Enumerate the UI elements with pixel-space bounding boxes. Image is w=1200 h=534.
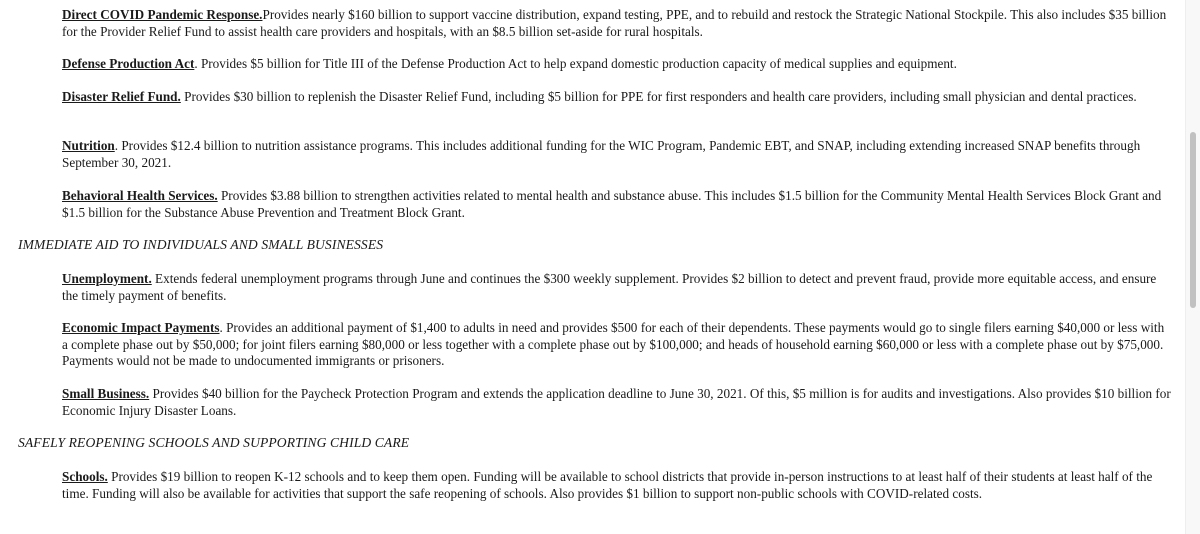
paragraph-small-business xyxy=(62,386,1172,419)
paragraph-direct-covid-response xyxy=(62,7,1172,40)
paragraph-title: Defense Production Act xyxy=(62,56,195,71)
paragraph-text: . Provides $5 billion for Title III of the Defense Production Act to help expand domestic production capacity of medical supplies and equipment. xyxy=(194,56,957,71)
paragraph-title: Nutrition xyxy=(62,138,115,153)
section-heading-immediate-aid: IMMEDIATE AID TO INDIVIDUALS AND SMALL BUSINESSES xyxy=(18,237,384,252)
paragraph-title: Small Business. xyxy=(62,386,150,401)
paragraph-text: Provides $40 billion for the Paycheck Protection Program and extends the application deadline to June 30, 2021. Of this, $5 million is for audits and investigations. Also provides $10 billion for Economic Injury Disaster Loans. xyxy=(62,386,1171,418)
paragraph-nutrition xyxy=(62,138,1172,171)
paragraph-title: Unemployment. xyxy=(62,271,152,286)
vertical-scrollbar[interactable] xyxy=(1185,0,1200,534)
paragraph-title: Schools. xyxy=(62,469,108,484)
paragraph-title: Direct COVID Pandemic Response. xyxy=(62,7,263,22)
paragraph-unemployment xyxy=(62,271,1172,304)
paragraph-title: Behavioral Health Services. xyxy=(62,188,218,203)
scrollbar-thumb[interactable] xyxy=(1190,132,1196,308)
paragraph-text: Provides $3.88 billion to strengthen activities related to mental health and substance abuse. This includes $1.5 billion for the Community Mental Health Services Block Grant and $1.5 billion for the Substance Abuse Prevention and Treatment Block Grant. xyxy=(62,188,1162,220)
paragraph-text: . Provides an additional payment of $1,400 to adults in need and provides $500 for each of their dependents. These payments would go to single filers earning $40,000 or less with a complete phase out by $50,000; for joint filers earning $80,000 or less together with a complete phase out by $100,000; and heads of household earning $60,000 or less with a complete phase out by $75,000. Payments would not be made to undocumented immigrants or prisoners. xyxy=(62,320,1165,368)
paragraph-defense-production-act xyxy=(62,56,1172,73)
paragraph-title: Economic Impact Payments xyxy=(62,320,220,335)
section-heading-reopening-schools: SAFELY REOPENING SCHOOLS AND SUPPORTING CHILD CARE xyxy=(18,435,410,450)
paragraph-behavioral-health xyxy=(62,188,1172,221)
paragraph-text: Provides nearly $160 billion to support vaccine distribution, expand testing, PPE, and to rebuild and restock the Strategic National Stockpile. This also includes $35 billion for the Provider Relief Fund to assist health care providers and hospitals, with an $8.5 billion set-aside for rural hospitals. xyxy=(62,7,1167,39)
paragraph-text: Provides $30 billion to replenish the Disaster Relief Fund, including $5 billion for PPE for first responders and health care providers, including small physician and dental practices. xyxy=(180,89,1137,104)
paragraph-text: Provides $19 billion to reopen K-12 schools and to keep them open. Funding will be available to school districts that provide in-person instructions to at least half of their students at least half of the time. Funding will also be available for activities that support the safe reopening of schools. Also provides $1 billion to support non-public schools with COVID-related costs. xyxy=(62,469,1153,501)
paragraph-title: Disaster Relief Fund. xyxy=(62,89,181,104)
paragraph-text: . Provides $12.4 billion to nutrition assistance programs. This includes additional funding for the WIC Program, Pandemic EBT, and SNAP, including extending increased SNAP benefits through September 30, 2021. xyxy=(62,138,1141,170)
paragraph-text: Extends federal unemployment programs through June and continues the $300 weekly supplement. Provides $2 billion to detect and prevent fraud, provide more equitable access, and ensure the timely payment of benefits. xyxy=(62,271,1157,303)
paragraph-economic-impact-payments xyxy=(62,320,1172,370)
paragraph-schools xyxy=(62,469,1172,502)
paragraph-disaster-relief-fund xyxy=(62,89,1172,106)
